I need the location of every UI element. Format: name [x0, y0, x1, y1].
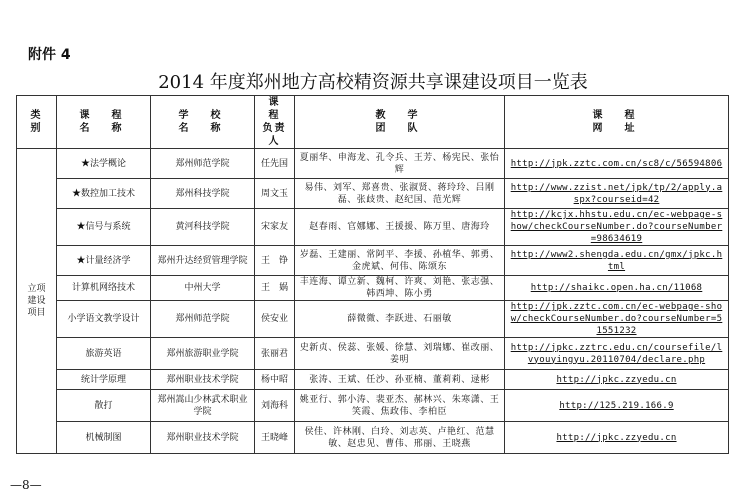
team-cell: 赵春雨、官娜娜、王援援、陈万里、唐海玲	[295, 209, 505, 246]
table-row	[17, 149, 729, 179]
category-line: 项目	[27, 308, 46, 318]
course-name-cell: 散打	[57, 390, 151, 422]
team-cell: 史新贞、侯蕊、张媛、徐慧、刘瑞娜、崔改丽、姜明	[295, 338, 505, 370]
leader-cell: 王晓峰	[255, 422, 295, 454]
table-row	[17, 338, 729, 370]
course-name-cell: ★信号与系统	[57, 209, 151, 246]
leader-cell: 宋家友	[255, 209, 295, 246]
leader-cell: 周文玉	[255, 179, 295, 209]
school-name-cell: 郑州嵩山少林武术职业学院	[151, 390, 255, 422]
course-url-link[interactable]: http://jpkc.zzyedu.cn	[505, 422, 729, 454]
team-cell: 薛微微、李跃进、石丽敏	[295, 301, 505, 338]
course-url-link[interactable]: http://jpkc.zzyedu.cn	[505, 370, 729, 390]
course-url-link[interactable]: http://jpkc.zztrc.edu.cn/coursefile/lvyouyingyu.20110704/declare.php	[505, 338, 729, 370]
header-url: 课 程 网 址	[505, 96, 729, 149]
course-url-link[interactable]: http://kcjx.hhstu.edu.cn/ec-webpage-show/checkCourseNumber.do?courseNumber=98634619	[505, 209, 729, 246]
course-name-cell: 旅游英语	[57, 338, 151, 370]
school-name-cell: 中州大学	[151, 276, 255, 301]
school-name-cell: 郑州升达经贸管理学院	[151, 246, 255, 276]
team-cell: 夏丽华、申海龙、孔令兵、王芳、杨宪民、张怡辉	[295, 149, 505, 179]
course-name-cell: 统计学原理	[57, 370, 151, 390]
course-url-link[interactable]: http://www2.shengda.edu.cn/gmx/jpkc.html	[505, 246, 729, 276]
course-url-link[interactable]: http://jpk.zztc.com.cn/ec-webpage-show/checkCourseNumber.do?courseNumber=51551232	[505, 301, 729, 338]
course-url-link[interactable]: http://jpk.zztc.com.cn/sc8/c/56594806	[505, 149, 729, 179]
table-row	[17, 276, 729, 301]
course-name-cell: ★法学概论	[57, 149, 151, 179]
category-line: 建设	[27, 296, 46, 306]
team-cell: 侯佳、许林刚、白玲、刘志英、卢艳红、范慧敏、赵忠见、曹伟、邢丽、王晓燕	[295, 422, 505, 454]
school-name-cell: 郑州师范学院	[151, 301, 255, 338]
leader-cell: 刘海科	[255, 390, 295, 422]
team-cell: 姚亚行、郭小涛、裴亚杰、郝林兴、朱寒潇、王笑霞、焦政伟、李柏臣	[295, 390, 505, 422]
course-url-link[interactable]: http://125.219.166.9	[505, 390, 729, 422]
header-team: 教 学 团 队	[295, 96, 505, 149]
category-cell	[17, 149, 57, 454]
team-cell: 丰连海、谭立新、魏柯、许爽、刘艳、张志强、韩西坤、陈小勇	[295, 276, 505, 301]
table-row	[17, 209, 729, 246]
team-cell: 易伟、刘军、郑喜贵、张淑贤、蒋玲玲、吕刚磊、张歧贵、赵纪国、范光辉	[295, 179, 505, 209]
document-title: 2014 年度郑州地方高校精资源共享课建设项目一览表	[158, 72, 588, 93]
leader-cell: 杨中昭	[255, 370, 295, 390]
header-school-name: 学 校 名 称	[151, 96, 255, 149]
school-name-cell: 郑州旅游职业学院	[151, 338, 255, 370]
table-row	[17, 246, 729, 276]
table-row	[17, 179, 729, 209]
category-line: 立项	[27, 284, 46, 294]
header-course-name: 课 程 名 称	[57, 96, 151, 149]
leader-cell: 王 娲	[255, 276, 295, 301]
course-name-cell: 小学语文教学设计	[57, 301, 151, 338]
course-name-cell: ★数控加工技术	[57, 179, 151, 209]
leader-cell: 任先国	[255, 149, 295, 179]
course-name-cell: 机械制图	[57, 422, 151, 454]
table-row	[17, 422, 729, 454]
course-name-cell: 计算机网络技术	[57, 276, 151, 301]
team-cell: 岁磊、王建丽、常阿平、李援、孙植华、郭勇、金虎斌、何伟、陈颂东	[295, 246, 505, 276]
school-name-cell: 郑州职业技术学院	[151, 370, 255, 390]
header-category: 类 别	[17, 96, 57, 149]
leader-cell: 侯安业	[255, 301, 295, 338]
course-name-cell: ★计量经济学	[57, 246, 151, 276]
table-row	[17, 301, 729, 338]
table-row	[17, 390, 729, 422]
leader-cell: 王 铮	[255, 246, 295, 276]
course-url-link[interactable]: http://www.zzist.net/jpk/tp/2/apply.aspx?courseid=42	[505, 179, 729, 209]
school-name-cell: 郑州师范学院	[151, 149, 255, 179]
school-name-cell: 郑州科技学院	[151, 179, 255, 209]
header-row	[17, 96, 729, 149]
table-row	[17, 370, 729, 390]
course-url-link[interactable]: http://shaikc.open.ha.cn/11068	[505, 276, 729, 301]
team-cell: 张涛、王斌、任沙、孙亚楠、董莉莉、逯彬	[295, 370, 505, 390]
leader-cell: 张丽君	[255, 338, 295, 370]
header-leader: 课 程 负责人	[255, 96, 295, 149]
attachment-label: 附件 4	[28, 47, 71, 63]
school-name-cell: 黄河科技学院	[151, 209, 255, 246]
page-number: —8—	[10, 478, 42, 492]
projects-table	[16, 95, 729, 454]
school-name-cell: 郑州职业技术学院	[151, 422, 255, 454]
